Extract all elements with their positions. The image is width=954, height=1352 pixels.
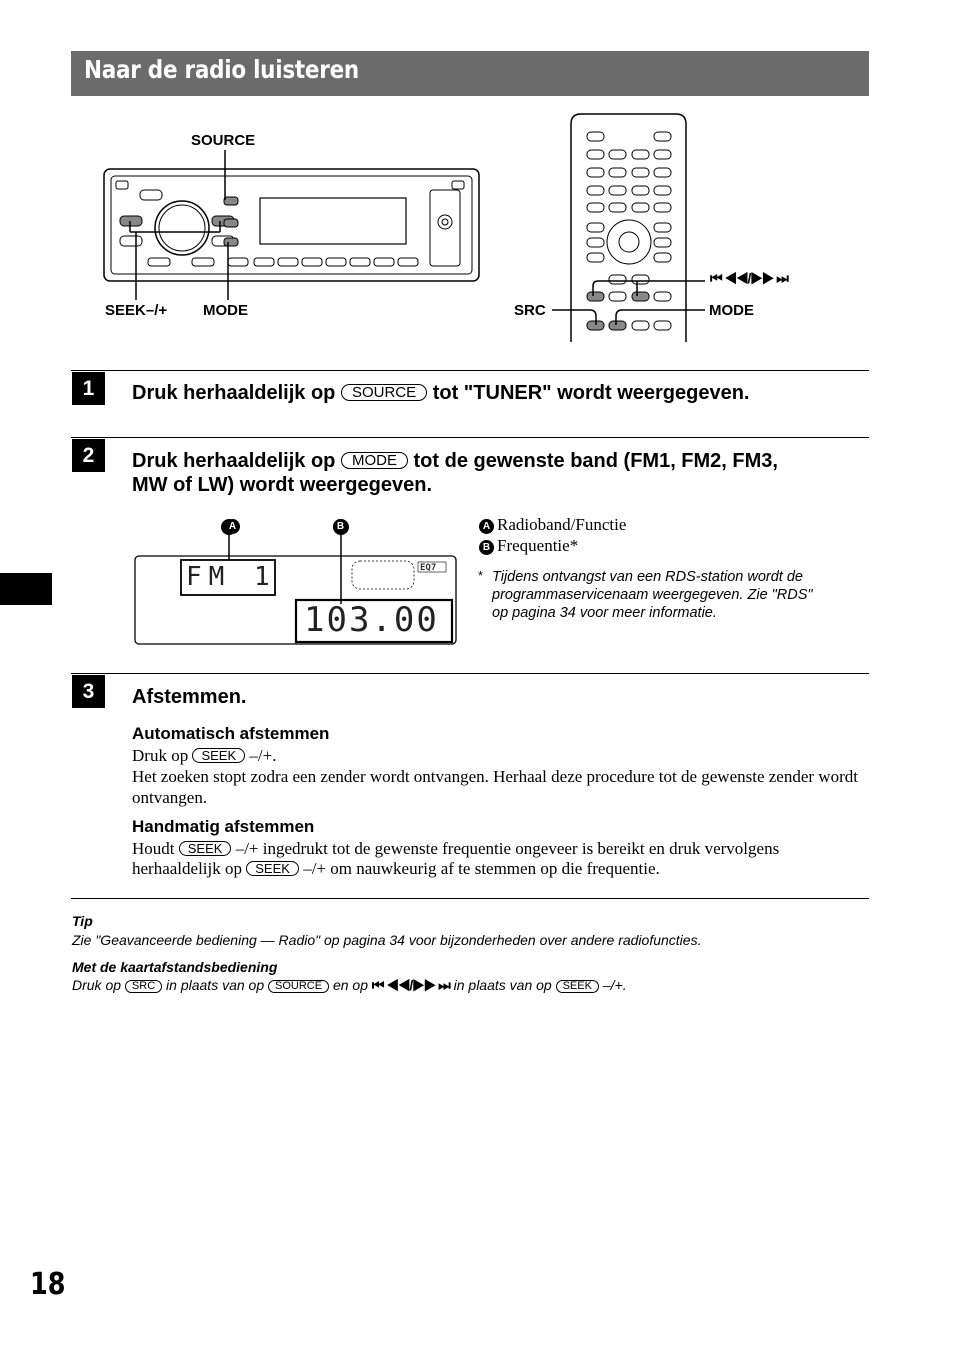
seek-button: SEEK bbox=[556, 980, 599, 993]
seek-label: SEEK–/+ bbox=[105, 302, 168, 319]
mode-button: MODE bbox=[341, 452, 408, 469]
remote-note-heading: Met de kaartafstandsbediening bbox=[72, 959, 278, 975]
frequency-readout: 103.00 bbox=[304, 600, 439, 640]
tip-rule bbox=[71, 898, 869, 899]
manual-tuning-line-1: Houdt SEEK –/+ ingedrukt tot de gewenste frequentie ongeveer is bereikt en druk vervolgens bbox=[132, 839, 780, 858]
legend-b: B Frequentie* bbox=[479, 535, 578, 556]
step-3-title: Afstemmen. bbox=[132, 686, 247, 708]
source-label: SOURCE bbox=[191, 132, 256, 149]
remote-note-text: Druk op SRC in plaats van op SOURCE en op ⏮ ◀◀/▶▶ ⏭ in plaats van op SEEK –/+. bbox=[72, 977, 627, 993]
band-readout: FM 1 bbox=[186, 562, 277, 592]
step-1-number: 1 bbox=[72, 372, 105, 405]
footnote-mark: * bbox=[478, 568, 484, 583]
src-label: SRC bbox=[514, 302, 546, 319]
section-side-tab bbox=[0, 573, 52, 605]
auto-tuning-description: Het zoeken stopt zodra een zender wordt ontvangen. Herhaal deze procedure tot de gewenste zender wordt ontvangen. bbox=[132, 767, 858, 807]
step-1-rule bbox=[71, 370, 869, 371]
auto-tuning-heading: Automatisch afstemmen bbox=[132, 724, 330, 743]
source-button: SOURCE bbox=[341, 384, 427, 401]
remote-illustration bbox=[540, 110, 850, 342]
remote-mode-label: MODE bbox=[709, 302, 754, 319]
callout-a: A bbox=[225, 519, 240, 534]
tip-text: Zie "Geavanceerde bediening — Radio" op pagina 34 voor bijzonderheden over andere radiofuncties. bbox=[72, 932, 702, 948]
head-unit-illustration bbox=[100, 150, 485, 300]
step-2-rule bbox=[71, 437, 869, 438]
skip-buttons-label: ⏮ ◀◀/▶▶ ⏭ bbox=[710, 270, 788, 286]
tip-heading: Tip bbox=[72, 913, 93, 929]
callout-b: B bbox=[333, 519, 348, 534]
seek-button: SEEK bbox=[246, 861, 299, 876]
step-2-title: Druk herhaaldelijk op MODE tot de gewenste band (FM1, FM2, FM3, MW of LW) wordt weergegeven. bbox=[132, 450, 778, 496]
step-1-title: Druk herhaaldelijk op SOURCE tot "TUNER" wordt weergegeven. bbox=[132, 382, 750, 404]
skip-buttons: ⏮ ◀◀/▶▶ ⏭ bbox=[371, 977, 450, 993]
src-button: SRC bbox=[125, 980, 162, 993]
page-title: Naar de radio luisteren bbox=[84, 55, 359, 84]
source-button: SOURCE bbox=[268, 980, 329, 993]
legend-a: A Radioband/Functie bbox=[479, 514, 626, 535]
auto-tuning-instruction: Druk op SEEK –/+. bbox=[132, 746, 277, 765]
step-2-number: 2 bbox=[72, 439, 105, 472]
step-3-rule bbox=[71, 673, 869, 674]
step-3-number: 3 bbox=[72, 675, 105, 708]
manual-tuning-heading: Handmatig afstemmen bbox=[132, 817, 315, 836]
eq-indicator: EQ7 bbox=[420, 563, 437, 573]
footnote: Tijdens ontvangst van een RDS-station wordt de programmaservicenaam weergegeven. Zie "RDS" op pagina 34 voor meer informatie. bbox=[492, 569, 813, 621]
mode-label: MODE bbox=[203, 302, 248, 319]
seek-button: SEEK bbox=[179, 841, 232, 856]
page-number: 18 bbox=[30, 1267, 66, 1302]
seek-button: SEEK bbox=[192, 748, 245, 763]
manual-tuning-line-2: herhaaldelijk op SEEK –/+ om nauwkeurig af te stemmen op die frequentie. bbox=[132, 859, 660, 878]
